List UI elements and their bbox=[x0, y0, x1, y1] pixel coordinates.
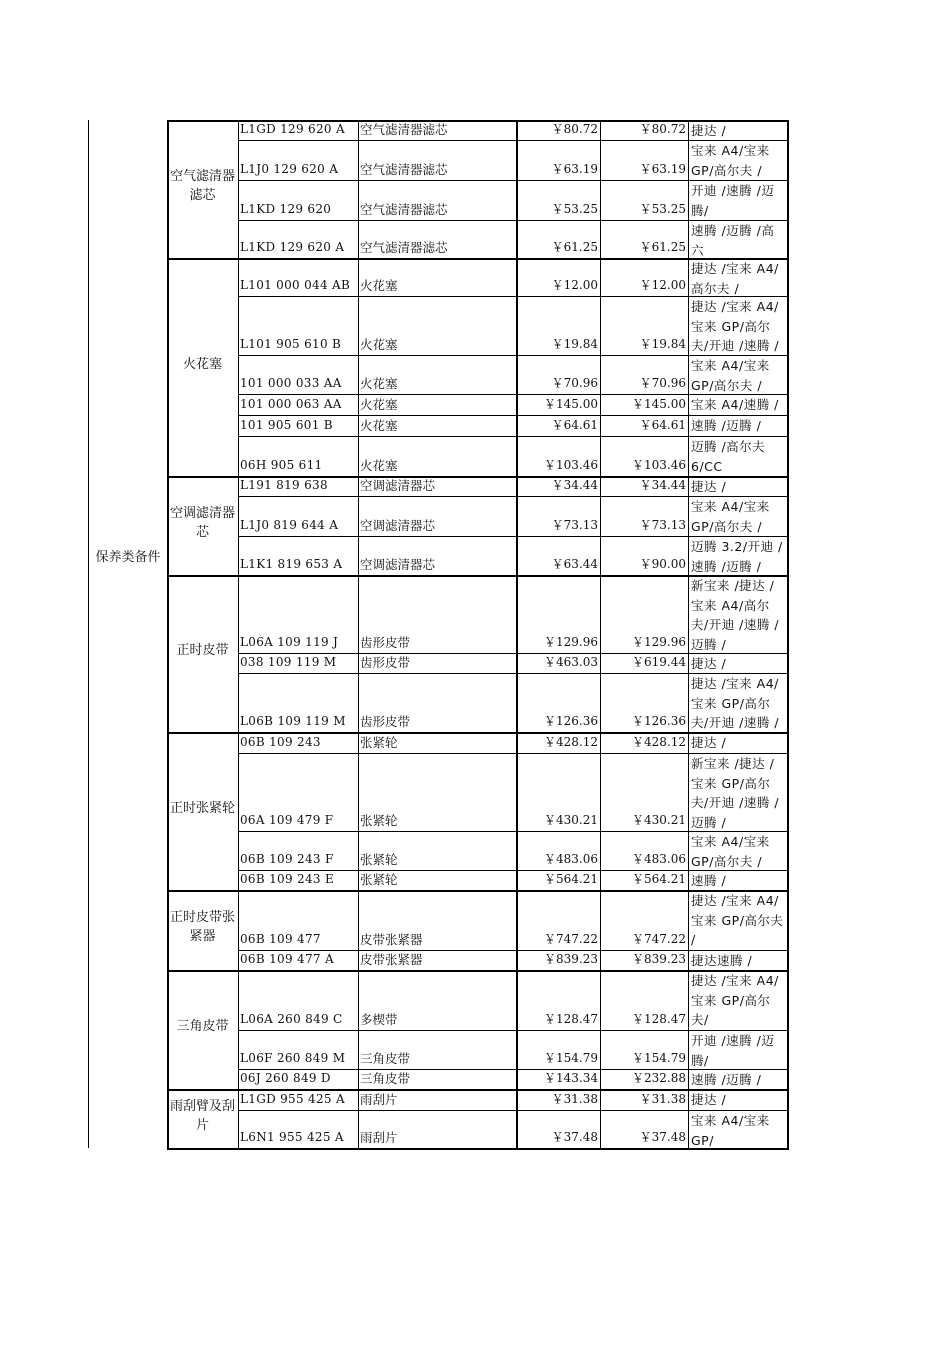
part-name: 雨刮片 bbox=[360, 1130, 398, 1145]
applicable-models: 捷达速腾 / bbox=[691, 953, 753, 968]
price-2: ￥154.79 bbox=[632, 1051, 686, 1065]
part-number: L1KD 129 620 bbox=[240, 202, 332, 216]
price-2: ￥37.48 bbox=[639, 1130, 686, 1144]
price-2: ￥430.21 bbox=[632, 813, 686, 827]
part-name: 空气滤清器滤芯 bbox=[360, 240, 448, 255]
applicable-models: 捷达 / bbox=[691, 1092, 727, 1107]
part-name: 齿形皮带 bbox=[360, 655, 411, 670]
price-1: ￥463.03 bbox=[544, 655, 598, 669]
price-1: ￥747.22 bbox=[544, 932, 598, 946]
group-name: 正时张紧轮 bbox=[170, 801, 236, 816]
part-name: 三角皮带 bbox=[360, 1051, 411, 1066]
part-name: 火花塞 bbox=[360, 278, 398, 293]
price-1: ￥126.36 bbox=[544, 714, 598, 728]
price-2: ￥619.44 bbox=[632, 655, 686, 669]
price-2: ￥564.21 bbox=[632, 872, 686, 886]
applicable-models: 速腾 / bbox=[691, 873, 727, 888]
part-number: L1GD 955 425 A bbox=[240, 1092, 345, 1106]
part-number: L1K1 819 653 A bbox=[240, 557, 343, 571]
applicable-models: 宝来 A4/宝来 GP/ bbox=[691, 1113, 770, 1148]
part-number: 06J 260 849 D bbox=[240, 1071, 331, 1085]
price-1: ￥53.25 bbox=[551, 202, 598, 216]
part-number: 038 109 119 M bbox=[240, 655, 337, 669]
price-2: ￥103.46 bbox=[632, 458, 686, 472]
part-name: 皮带张紧器 bbox=[360, 932, 423, 947]
part-number: L191 819 638 bbox=[240, 478, 328, 492]
part-number: L101 000 044 AB bbox=[240, 278, 351, 292]
part-number: L06F 260 849 M bbox=[240, 1051, 346, 1065]
applicable-models: 宝来 A4/宝来 GP/高尔夫 / bbox=[691, 834, 770, 869]
part-number: L1GD 129 620 A bbox=[240, 122, 345, 136]
grid-line bbox=[358, 120, 359, 1148]
price-2: ￥839.23 bbox=[632, 952, 686, 966]
part-name: 三角皮带 bbox=[360, 1071, 411, 1086]
price-2: ￥128.47 bbox=[632, 1012, 686, 1026]
price-2: ￥31.38 bbox=[639, 1092, 686, 1106]
price-2: ￥129.96 bbox=[632, 635, 686, 649]
part-number: 06B 109 477 A bbox=[240, 952, 334, 966]
applicable-models: 速腾 /迈腾 / bbox=[691, 418, 762, 433]
price-2: ￥126.36 bbox=[632, 714, 686, 728]
part-number: 06B 109 477 bbox=[240, 932, 321, 946]
applicable-models: 捷达 /宝来 A4/宝来 GP/高尔夫/开迪 /速腾 / bbox=[691, 676, 780, 730]
price-2: ￥12.00 bbox=[639, 278, 686, 292]
grid-line bbox=[238, 120, 239, 1148]
part-number: L1J0 819 644 A bbox=[240, 518, 339, 532]
applicable-models: 宝来 A4/宝来 GP/高尔夫 / bbox=[691, 358, 770, 393]
part-number: 101 905 601 B bbox=[240, 418, 333, 432]
price-2: ￥232.88 bbox=[632, 1071, 686, 1085]
group-name: 正时皮带 bbox=[176, 643, 229, 658]
price-1: ￥31.38 bbox=[551, 1092, 598, 1106]
applicable-models: 捷达 / bbox=[691, 479, 727, 494]
price-2: ￥64.61 bbox=[639, 418, 686, 432]
part-name: 雨刮片 bbox=[360, 1092, 398, 1107]
applicable-models: 捷达 / bbox=[691, 735, 727, 750]
part-name: 张紧轮 bbox=[360, 872, 398, 887]
applicable-models: 新宝来 /捷达 /宝来 GP/高尔夫/开迪 /速腾 /迈腾 / bbox=[691, 756, 780, 830]
price-2: ￥73.13 bbox=[639, 518, 686, 532]
price-1: ￥19.84 bbox=[551, 337, 598, 351]
part-number: 06B 109 243 F bbox=[240, 852, 334, 866]
price-1: ￥143.34 bbox=[544, 1071, 598, 1085]
price-1: ￥430.21 bbox=[544, 813, 598, 827]
part-number: L1KD 129 620 A bbox=[240, 240, 345, 254]
part-name: 空调滤清器芯 bbox=[360, 478, 436, 493]
part-number: L06B 109 119 M bbox=[240, 714, 346, 728]
grid-line bbox=[167, 1148, 789, 1150]
price-2: ￥34.44 bbox=[639, 478, 686, 492]
price-1: ￥145.00 bbox=[544, 397, 598, 411]
applicable-models: 宝来 A4/宝来 GP/高尔夫 / bbox=[691, 499, 770, 534]
part-name: 张紧轮 bbox=[360, 813, 398, 828]
applicable-models: 捷达 /宝来 A4/高尔夫 / bbox=[691, 261, 779, 296]
part-name: 皮带张紧器 bbox=[360, 952, 423, 967]
price-2: ￥70.96 bbox=[639, 376, 686, 390]
part-number: L06A 260 849 C bbox=[240, 1012, 343, 1026]
applicable-models: 捷达 / bbox=[691, 656, 727, 671]
applicable-models: 宝来 A4/速腾 / bbox=[691, 397, 779, 412]
price-1: ￥63.19 bbox=[551, 162, 598, 176]
price-2: ￥63.19 bbox=[639, 162, 686, 176]
price-2: ￥483.06 bbox=[632, 852, 686, 866]
part-number: 06A 109 479 F bbox=[240, 813, 334, 827]
part-name: 空气滤清器滤芯 bbox=[360, 202, 448, 217]
part-number: L06A 109 119 J bbox=[240, 635, 339, 649]
part-number: L6N1 955 425 A bbox=[240, 1130, 344, 1144]
price-1: ￥428.12 bbox=[544, 735, 598, 749]
part-number: 101 000 033 AA bbox=[240, 376, 342, 390]
part-name: 齿形皮带 bbox=[360, 635, 411, 650]
part-number: 06B 109 243 E bbox=[240, 872, 334, 886]
part-name: 张紧轮 bbox=[360, 735, 398, 750]
grid-line bbox=[787, 120, 789, 1148]
grid-line bbox=[600, 120, 601, 1148]
part-name: 空调滤清器芯 bbox=[360, 518, 436, 533]
part-name: 火花塞 bbox=[360, 418, 398, 433]
price-2: ￥145.00 bbox=[632, 397, 686, 411]
part-number: L1J0 129 620 A bbox=[240, 162, 339, 176]
category-label: 保养类备件 bbox=[95, 550, 161, 565]
grid-line bbox=[167, 120, 169, 1148]
part-name: 火花塞 bbox=[360, 458, 398, 473]
price-1: ￥564.21 bbox=[544, 872, 598, 886]
price-1: ￥129.96 bbox=[544, 635, 598, 649]
part-name: 火花塞 bbox=[360, 337, 398, 352]
applicable-models: 速腾 /迈腾 /高六 bbox=[691, 223, 775, 258]
price-2: ￥61.25 bbox=[639, 240, 686, 254]
price-1: ￥63.44 bbox=[551, 557, 598, 571]
price-1: ￥70.96 bbox=[551, 376, 598, 390]
price-1: ￥34.44 bbox=[551, 478, 598, 492]
part-name: 空气滤清器滤芯 bbox=[360, 122, 448, 137]
part-name: 火花塞 bbox=[360, 376, 398, 391]
part-name: 空调滤清器芯 bbox=[360, 557, 436, 572]
applicable-models: 捷达 /宝来 A4/宝来 GP/高尔夫 / bbox=[691, 893, 784, 947]
grid-line bbox=[688, 120, 689, 1148]
price-2: ￥53.25 bbox=[639, 202, 686, 216]
part-number: 06H 905 611 bbox=[240, 458, 323, 472]
group-name: 正时皮带张紧器 bbox=[170, 910, 236, 944]
applicable-models: 迈腾 3.2/开迪 /速腾 /迈腾 / bbox=[691, 539, 783, 574]
applicable-models: 捷达 / bbox=[691, 123, 727, 138]
price-1: ￥483.06 bbox=[544, 852, 598, 866]
group-name: 火花塞 bbox=[182, 357, 222, 372]
price-1: ￥64.61 bbox=[551, 418, 598, 432]
price-1: ￥103.46 bbox=[544, 458, 598, 472]
price-1: ￥128.47 bbox=[544, 1012, 598, 1026]
price-1: ￥73.13 bbox=[551, 518, 598, 532]
price-1: ￥12.00 bbox=[551, 278, 598, 292]
price-1: ￥839.23 bbox=[544, 952, 598, 966]
applicable-models: 开迪 /速腾 /迈腾/ bbox=[691, 183, 775, 218]
applicable-models: 宝来 A4/宝来 GP/高尔夫 / bbox=[691, 143, 770, 178]
part-name: 空气滤清器滤芯 bbox=[360, 162, 448, 177]
group-name: 空气滤清器滤芯 bbox=[170, 169, 236, 203]
price-1: ￥61.25 bbox=[551, 240, 598, 254]
price-1: ￥37.48 bbox=[551, 1130, 598, 1144]
part-name: 多楔带 bbox=[360, 1012, 398, 1027]
part-name: 火花塞 bbox=[360, 397, 398, 412]
applicable-models: 速腾 /迈腾 / bbox=[691, 1072, 762, 1087]
part-name: 张紧轮 bbox=[360, 852, 398, 867]
group-name: 雨刮臂及刮片 bbox=[170, 1099, 236, 1133]
part-number: 101 000 063 AA bbox=[240, 397, 342, 411]
applicable-models: 新宝来 /捷达 /宝来 A4/高尔夫/开迪 /速腾 /迈腾 / bbox=[691, 578, 780, 652]
price-2: ￥90.00 bbox=[639, 557, 686, 571]
part-name: 齿形皮带 bbox=[360, 714, 411, 729]
group-name: 空调滤清器芯 bbox=[170, 506, 236, 540]
group-name: 三角皮带 bbox=[176, 1019, 229, 1034]
price-2: ￥80.72 bbox=[639, 122, 686, 136]
applicable-models: 捷达 /宝来 A4/宝来 GP/高尔夫/ bbox=[691, 973, 779, 1027]
applicable-models: 捷达 /宝来 A4/宝来 GP/高尔夫/开迪 /速腾 / bbox=[691, 299, 780, 353]
grid-line bbox=[88, 120, 89, 1148]
price-2: ￥747.22 bbox=[632, 932, 686, 946]
applicable-models: 迈腾 /高尔夫 6/CC bbox=[691, 439, 766, 474]
part-number: L101 905 610 B bbox=[240, 337, 342, 351]
price-1: ￥80.72 bbox=[551, 122, 598, 136]
part-number: 06B 109 243 bbox=[240, 735, 321, 749]
applicable-models: 开迪 /速腾 /迈腾/ bbox=[691, 1033, 775, 1068]
price-1: ￥154.79 bbox=[544, 1051, 598, 1065]
price-2: ￥19.84 bbox=[639, 337, 686, 351]
price-2: ￥428.12 bbox=[632, 735, 686, 749]
